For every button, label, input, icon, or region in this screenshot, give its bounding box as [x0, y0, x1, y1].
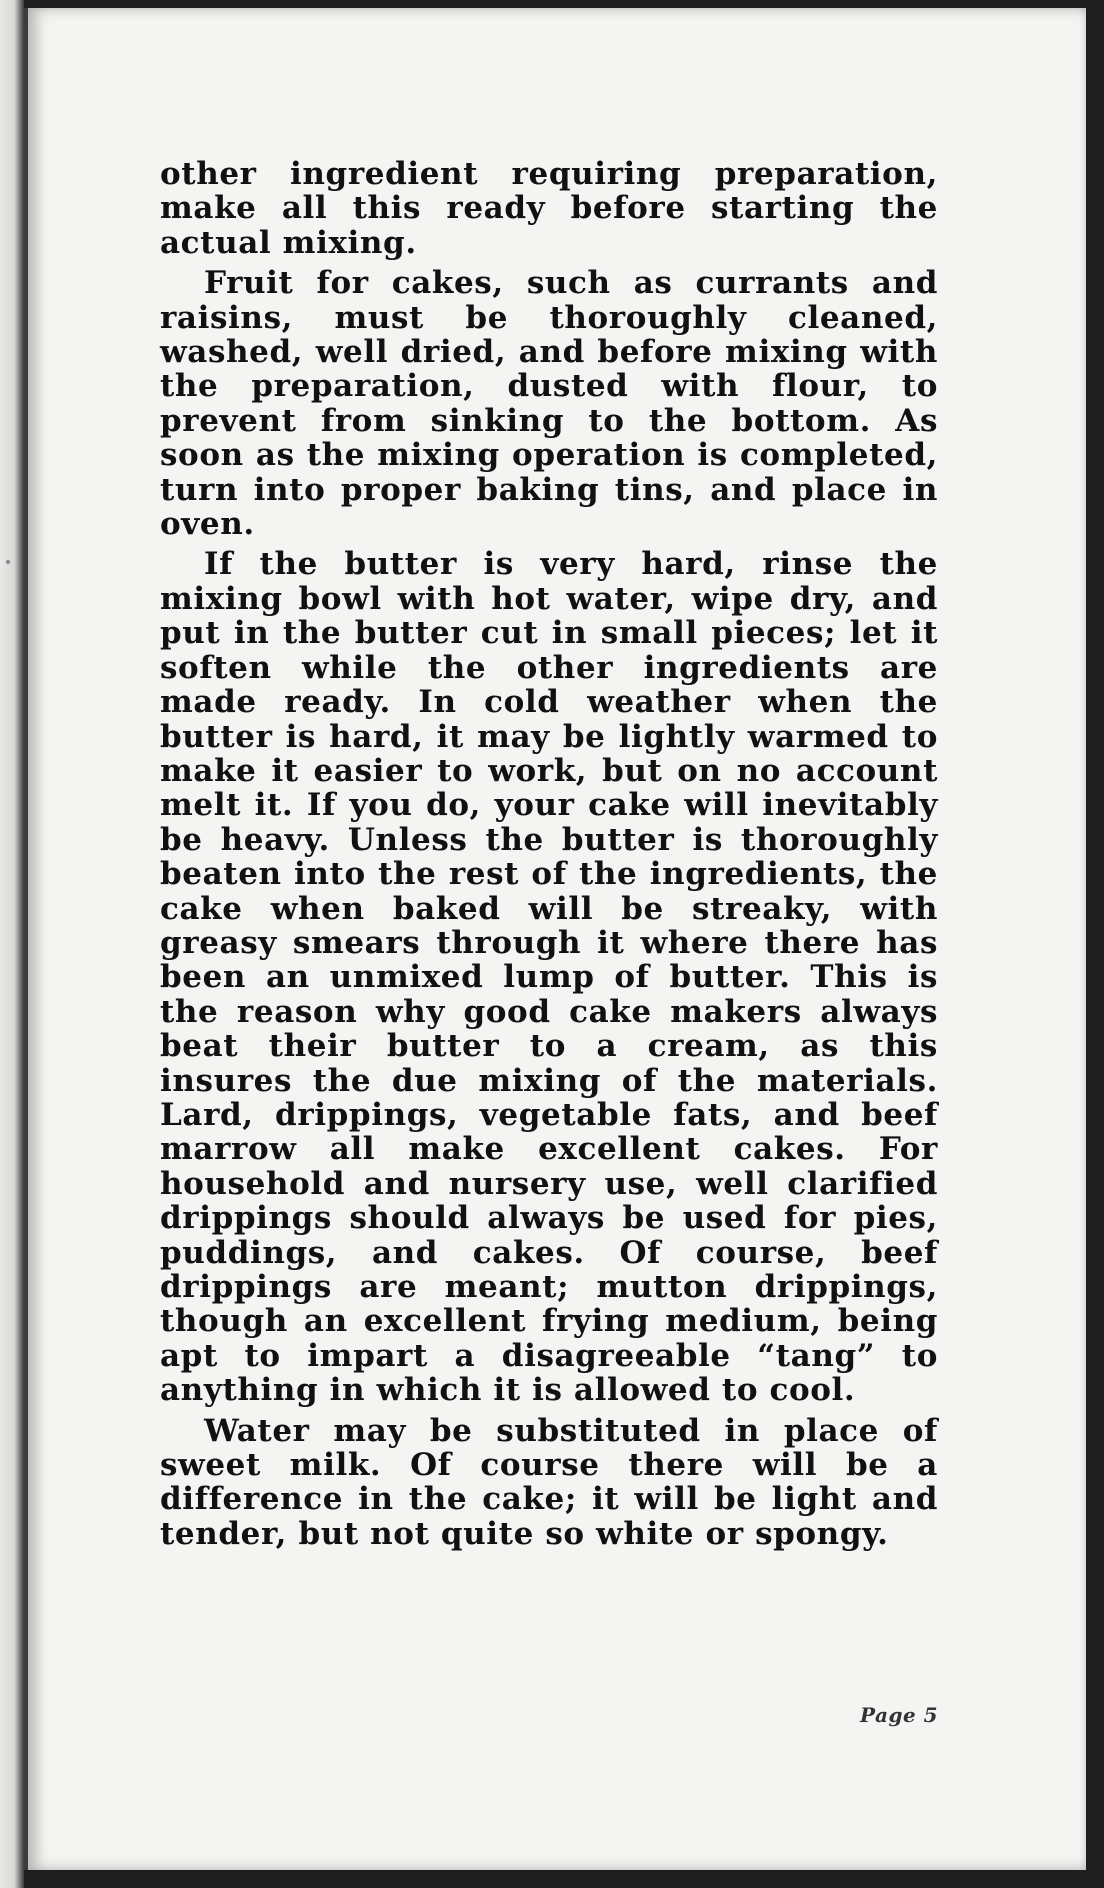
paragraph-fruit: Fruit for cakes, such as currants and raisins, must be thoroughly cleaned, washed, well dried, and before mixing with the preparation, dusted with flour, to prevent from sinking to the bottom. As soon as the mixing operation is completed, turn into proper baking tins, and place in oven. — [160, 265, 938, 543]
paragraph-water: Water may be substituted in place of sweet milk. Of course there will be a difference in the cake; it will be light and tender, but not quite so white or spongy. — [160, 1412, 938, 1552]
facing-page-edge — [0, 0, 24, 1888]
paragraph-continued: other ingredient requiring preparation, make all this ready before starting the actual mixing. — [160, 156, 938, 261]
scan-speck — [6, 560, 10, 564]
page-number: Page 5 — [860, 1703, 939, 1727]
body-text — [160, 157, 938, 1557]
paragraph-butter: If the butter is very hard, rinse the mixing bowl with hot water, wipe dry, and put in the butter cut in small pieces; let it soften while the other ingredients are made ready. In cold weather when the butter is hard, it may be lightly warmed to make it easier to work, but on no account melt it. If you do, your cake will inevitably be heavy. Unless the butter is thoroughly beaten into the rest of the ingredients, the cake when baked will be streaky, with greasy smears through it where there has been an unmixed lump of butter. This is the reason why good cake makers always beat their butter to a cream, as this insures the due mixing of the materials. Lard, drippings, vegetable fats, and beef marrow all make excellent cakes. For household and nursery use, well clarified drippings should always be used for pies, puddings, and cakes. Of course, beef drippings are meant; mutton drippings, though an excellent frying medium, being apt to impart a disagreeable “tang” to anything in which it is allowed to cool. — [160, 546, 938, 1409]
